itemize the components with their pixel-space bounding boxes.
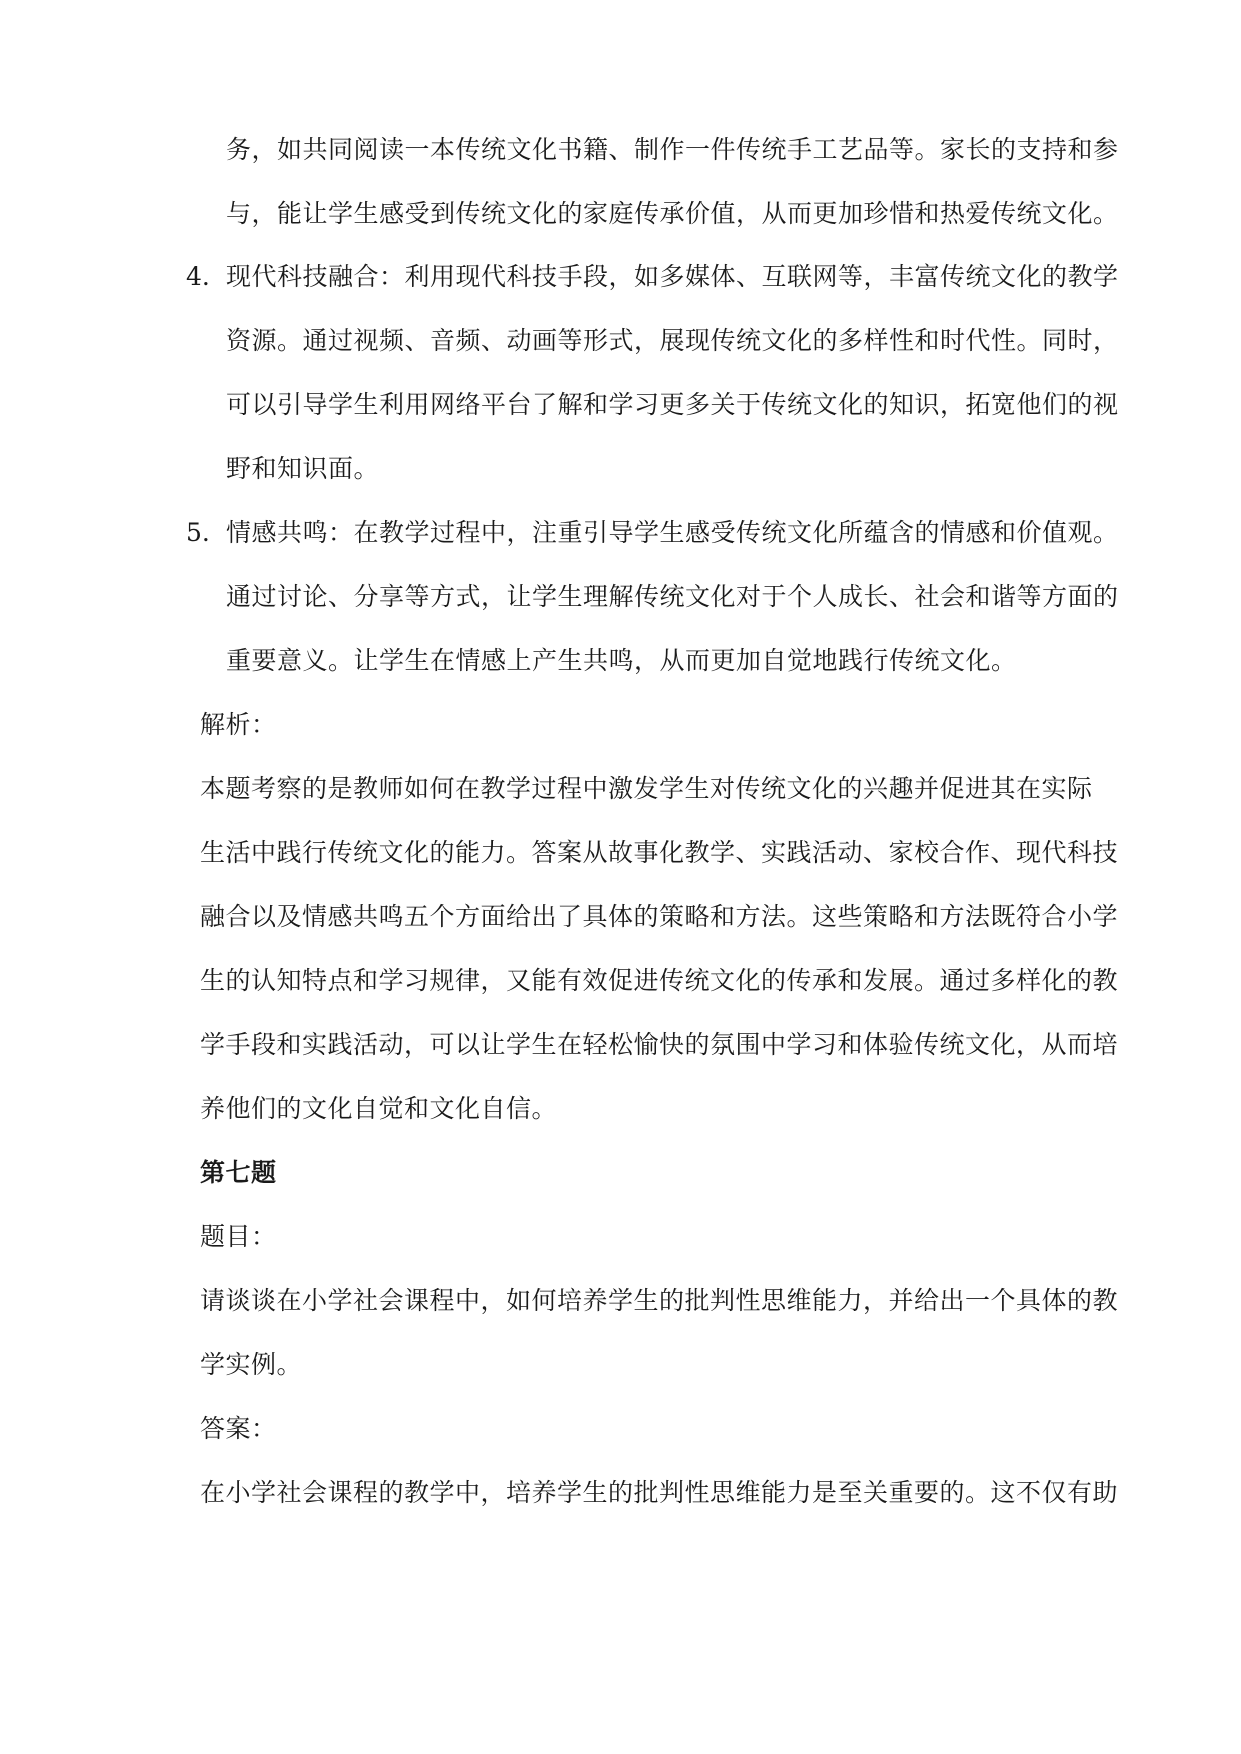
item4-line2: 资源。通过视频、音频、动画等形式，展现传统文化的多样性和时代性。同时， xyxy=(226,326,1119,355)
answer-label: 答案： xyxy=(200,1414,277,1443)
topic-line2: 学实例。 xyxy=(200,1350,303,1379)
item5-number: 5. xyxy=(186,518,210,547)
topic-line1: 请谈谈在小学社会课程中，如何培养学生的批判性思维能力，并给出一个具体的教 xyxy=(200,1286,1119,1315)
item5-line1: 情感共鸣：在教学过程中，注重引导学生感受传统文化所蕴含的情感和价值观。 xyxy=(226,518,1119,547)
item4-line1: 现代科技融合：利用现代科技手段，如多媒体、互联网等，丰富传统文化的教学 xyxy=(226,262,1119,291)
item5-line2: 通过讨论、分享等方式，让学生理解传统文化对于个人成长、社会和谐等方面的 xyxy=(226,582,1119,611)
topic-label: 题目： xyxy=(200,1222,277,1251)
analysis-line2: 生活中践行传统文化的能力。答案从故事化教学、实践活动、家校合作、现代科技 xyxy=(200,838,1119,867)
item4-line4: 野和知识面。 xyxy=(226,454,380,483)
item3-line2: 与，能让学生感受到传统文化的家庭传承价值，从而更加珍惜和热爱传统文化。 xyxy=(226,199,1119,228)
analysis-line4: 生的认知特点和学习规律，又能有效促进传统文化的传承和发展。通过多样化的教 xyxy=(200,966,1119,995)
analysis-label: 解析： xyxy=(200,710,277,739)
analysis-line1: 本题考察的是教师如何在教学过程中激发学生对传统文化的兴趣并促进其在实际 xyxy=(200,774,1093,803)
analysis-line5: 学手段和实践活动，可以让学生在轻松愉快的氛围中学习和体验传统文化，从而培 xyxy=(200,1030,1119,1059)
item5-line3: 重要意义。让学生在情感上产生共鸣，从而更加自觉地践行传统文化。 xyxy=(226,646,1017,675)
question-heading: 第七题 xyxy=(200,1158,277,1187)
item4-number: 4. xyxy=(186,262,210,291)
item3-line1: 务，如共同阅读一本传统文化书籍、制作一件传统手工艺品等。家长的支持和参 xyxy=(226,135,1119,164)
analysis-line3: 融合以及情感共鸣五个方面给出了具体的策略和方法。这些策略和方法既符合小学 xyxy=(200,902,1119,931)
analysis-line6: 养他们的文化自觉和文化自信。 xyxy=(200,1094,558,1123)
answer-line1: 在小学社会课程的教学中，培养学生的批判性思维能力是至关重要的。这不仅有助 xyxy=(200,1478,1119,1507)
item4-line3: 可以引导学生利用网络平台了解和学习更多关于传统文化的知识，拓宽他们的视 xyxy=(226,390,1119,419)
